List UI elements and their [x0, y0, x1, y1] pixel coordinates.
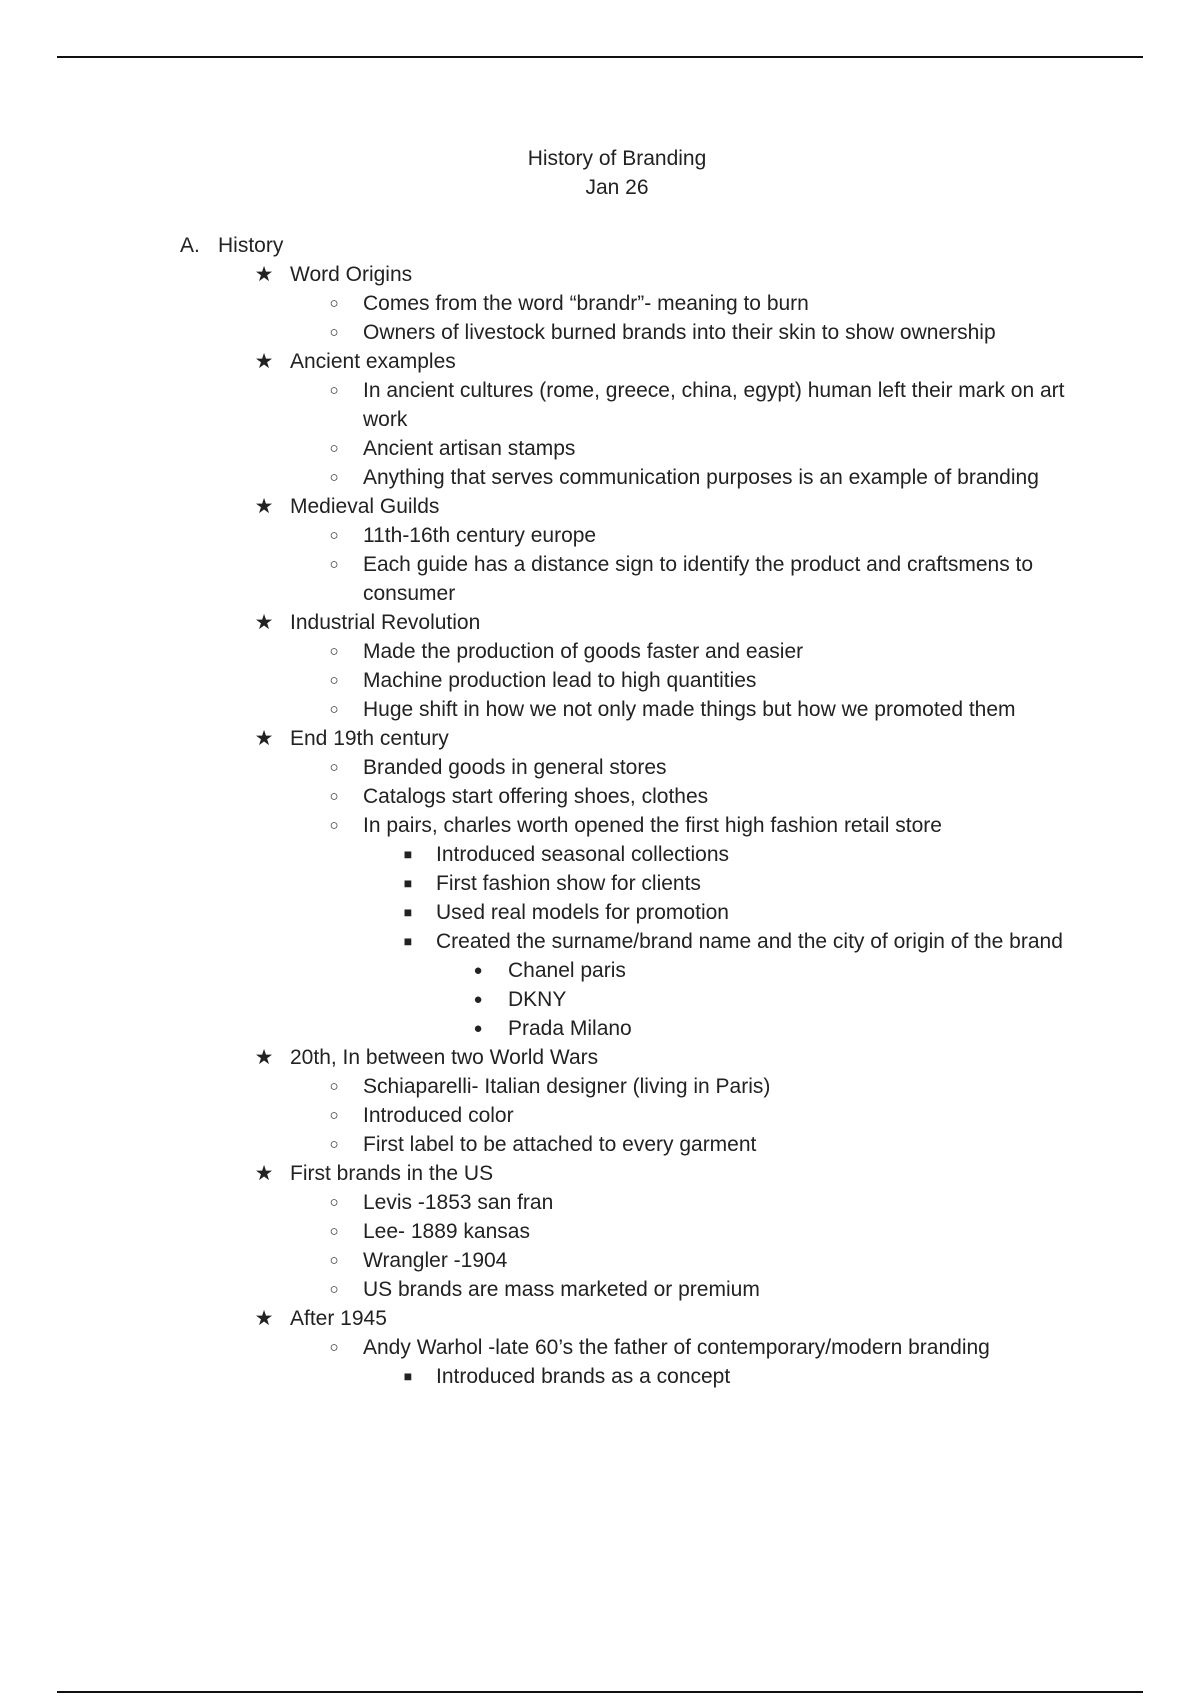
topic-item-text: Medieval Guilds	[290, 495, 440, 518]
topic-item	[0, 1043, 1200, 1072]
filled-circle-bullet-icon: ●	[473, 1020, 483, 1037]
bullet-item-text: In ancient cultures (rome, greece, china, egypt) human left their mark on art work	[363, 379, 1065, 431]
bullet-item	[0, 376, 1200, 434]
bullet-item-text: Anything that serves communication purposes is an example of branding	[363, 466, 1039, 489]
bullet-item-text: Wrangler -1904	[363, 1249, 508, 1272]
star-bullet-icon: ★	[254, 1046, 274, 1069]
hollow-circle-bullet-icon: ○	[329, 440, 339, 457]
bullet-item-text: 11th-16th century europe	[363, 524, 597, 547]
square-bullet-icon: ■	[403, 933, 413, 949]
example-item-text: DKNY	[508, 988, 567, 1011]
footer-rule	[57, 1691, 1143, 1693]
bullet-item	[0, 666, 1200, 695]
bullet-item	[0, 1246, 1200, 1275]
topic-item	[0, 492, 1200, 521]
document-date: Jan 26	[585, 176, 649, 199]
hollow-circle-bullet-icon: ○	[329, 469, 339, 486]
sub-bullet-item	[0, 869, 1200, 898]
bullet-item	[0, 637, 1200, 666]
star-bullet-icon: ★	[254, 495, 274, 518]
topic-item-text: Ancient examples	[290, 350, 456, 373]
topic-item	[0, 1304, 1200, 1333]
bullet-item	[0, 782, 1200, 811]
sub-bullet-item-text: Used real models for promotion	[436, 901, 729, 924]
star-bullet-icon: ★	[254, 611, 274, 634]
bullet-item	[0, 1217, 1200, 1246]
bullet-item-text: Comes from the word “brandr”- meaning to burn	[363, 292, 809, 315]
topic-item-text: End 19th century	[290, 727, 449, 750]
bullet-item-text: Made the production of goods faster and easier	[363, 640, 804, 663]
bullet-item	[0, 1101, 1200, 1130]
sub-bullet-item	[0, 927, 1200, 956]
bullet-item	[0, 434, 1200, 463]
bullet-item-text: Introduced color	[363, 1104, 514, 1127]
example-item	[0, 956, 1200, 985]
bullet-item	[0, 695, 1200, 724]
topic-item	[0, 608, 1200, 637]
hollow-circle-bullet-icon: ○	[329, 1339, 339, 1356]
filled-circle-bullet-icon: ●	[473, 991, 483, 1008]
sub-bullet-item-text: Introduced seasonal collections	[436, 843, 730, 866]
hollow-circle-bullet-icon: ○	[329, 672, 339, 689]
bullet-item-text: Schiaparelli- Italian designer (living in Paris)	[363, 1075, 771, 1098]
example-item	[0, 1014, 1200, 1043]
bullet-item	[0, 550, 1200, 608]
section-letter: A.	[180, 234, 200, 257]
sub-bullet-item-text: Created the surname/brand name and the city of origin of the brand	[436, 930, 1063, 953]
sub-bullet-item	[0, 898, 1200, 927]
sub-bullet-item	[0, 840, 1200, 869]
hollow-circle-bullet-icon: ○	[329, 1107, 339, 1124]
hollow-circle-bullet-icon: ○	[329, 643, 339, 660]
topic-item	[0, 724, 1200, 753]
hollow-circle-bullet-icon: ○	[329, 324, 339, 341]
bullet-item	[0, 1333, 1200, 1362]
bullet-item-text: Catalogs start offering shoes, clothes	[363, 785, 709, 808]
example-item-text: Prada Milano	[508, 1017, 632, 1040]
example-item-text: Chanel paris	[508, 959, 626, 982]
topic-item	[0, 260, 1200, 289]
bullet-item	[0, 463, 1200, 492]
bullet-item	[0, 1072, 1200, 1101]
bullet-item	[0, 521, 1200, 550]
example-item	[0, 985, 1200, 1014]
bullet-item	[0, 1275, 1200, 1304]
hollow-circle-bullet-icon: ○	[329, 527, 339, 544]
bullet-item	[0, 318, 1200, 347]
hollow-circle-bullet-icon: ○	[329, 295, 339, 312]
bullet-item-text: Huge shift in how we not only made things but how we promoted them	[363, 698, 1016, 721]
star-bullet-icon: ★	[254, 727, 274, 750]
topic-item-text: First brands in the US	[290, 1162, 494, 1185]
square-bullet-icon: ■	[403, 1368, 413, 1384]
topic-item	[0, 1159, 1200, 1188]
square-bullet-icon: ■	[403, 875, 413, 891]
topic-item-text: Word Origins	[290, 263, 413, 286]
square-bullet-icon: ■	[403, 904, 413, 920]
hollow-circle-bullet-icon: ○	[329, 788, 339, 805]
document-title: History of Branding	[527, 147, 707, 170]
hollow-circle-bullet-icon: ○	[329, 1078, 339, 1095]
star-bullet-icon: ★	[254, 1307, 274, 1330]
bullet-item-text: Andy Warhol -late 60’s the father of contemporary/modern branding	[363, 1336, 990, 1359]
topic-item-text: After 1945	[290, 1307, 387, 1330]
bullet-item-text: First label to be attached to every garment	[363, 1133, 757, 1156]
topic-item-text: 20th, In between two World Wars	[290, 1046, 599, 1069]
sub-bullet-item	[0, 1362, 1200, 1391]
bullet-item-text: In pairs, charles worth opened the first high fashion retail store	[363, 814, 942, 837]
hollow-circle-bullet-icon: ○	[329, 1252, 339, 1269]
bullet-item	[0, 1130, 1200, 1159]
hollow-circle-bullet-icon: ○	[329, 556, 339, 573]
sub-bullet-item-text: Introduced brands as a concept	[436, 1365, 731, 1388]
star-bullet-icon: ★	[254, 263, 274, 286]
notes-outline	[0, 231, 1200, 1391]
bullet-item-text: Machine production lead to high quantities	[363, 669, 757, 692]
title-block	[0, 144, 1200, 202]
bullet-item-text: Ancient artisan stamps	[363, 437, 576, 460]
bullet-item-text: Levis -1853 san fran	[363, 1191, 554, 1214]
hollow-circle-bullet-icon: ○	[329, 1136, 339, 1153]
bullet-item	[0, 753, 1200, 782]
bullet-item	[0, 289, 1200, 318]
hollow-circle-bullet-icon: ○	[329, 701, 339, 718]
bullet-item-text: Branded goods in general stores	[363, 756, 667, 779]
hollow-circle-bullet-icon: ○	[329, 1281, 339, 1298]
square-bullet-icon: ■	[403, 846, 413, 862]
bullet-item-text: US brands are mass marketed or premium	[363, 1278, 760, 1301]
header-rule	[57, 56, 1143, 58]
section-heading-text: History	[218, 234, 284, 257]
hollow-circle-bullet-icon: ○	[329, 382, 339, 399]
bullet-item	[0, 811, 1200, 840]
hollow-circle-bullet-icon: ○	[329, 1194, 339, 1211]
hollow-circle-bullet-icon: ○	[329, 759, 339, 776]
hollow-circle-bullet-icon: ○	[329, 817, 339, 834]
star-bullet-icon: ★	[254, 1162, 274, 1185]
bullet-item-text: Each guide has a distance sign to identify the product and craftsmens to consumer	[363, 553, 1034, 605]
hollow-circle-bullet-icon: ○	[329, 1223, 339, 1240]
filled-circle-bullet-icon: ●	[473, 962, 483, 979]
sub-bullet-item-text: First fashion show for clients	[436, 872, 701, 895]
bullet-item-text: Owners of livestock burned brands into their skin to show ownership	[363, 321, 996, 344]
topic-item	[0, 347, 1200, 376]
section-heading	[0, 231, 1200, 260]
bullet-item-text: Lee- 1889 kansas	[363, 1220, 530, 1243]
bullet-item	[0, 1188, 1200, 1217]
star-bullet-icon: ★	[254, 350, 274, 373]
topic-item-text: Industrial Revolution	[290, 611, 481, 634]
